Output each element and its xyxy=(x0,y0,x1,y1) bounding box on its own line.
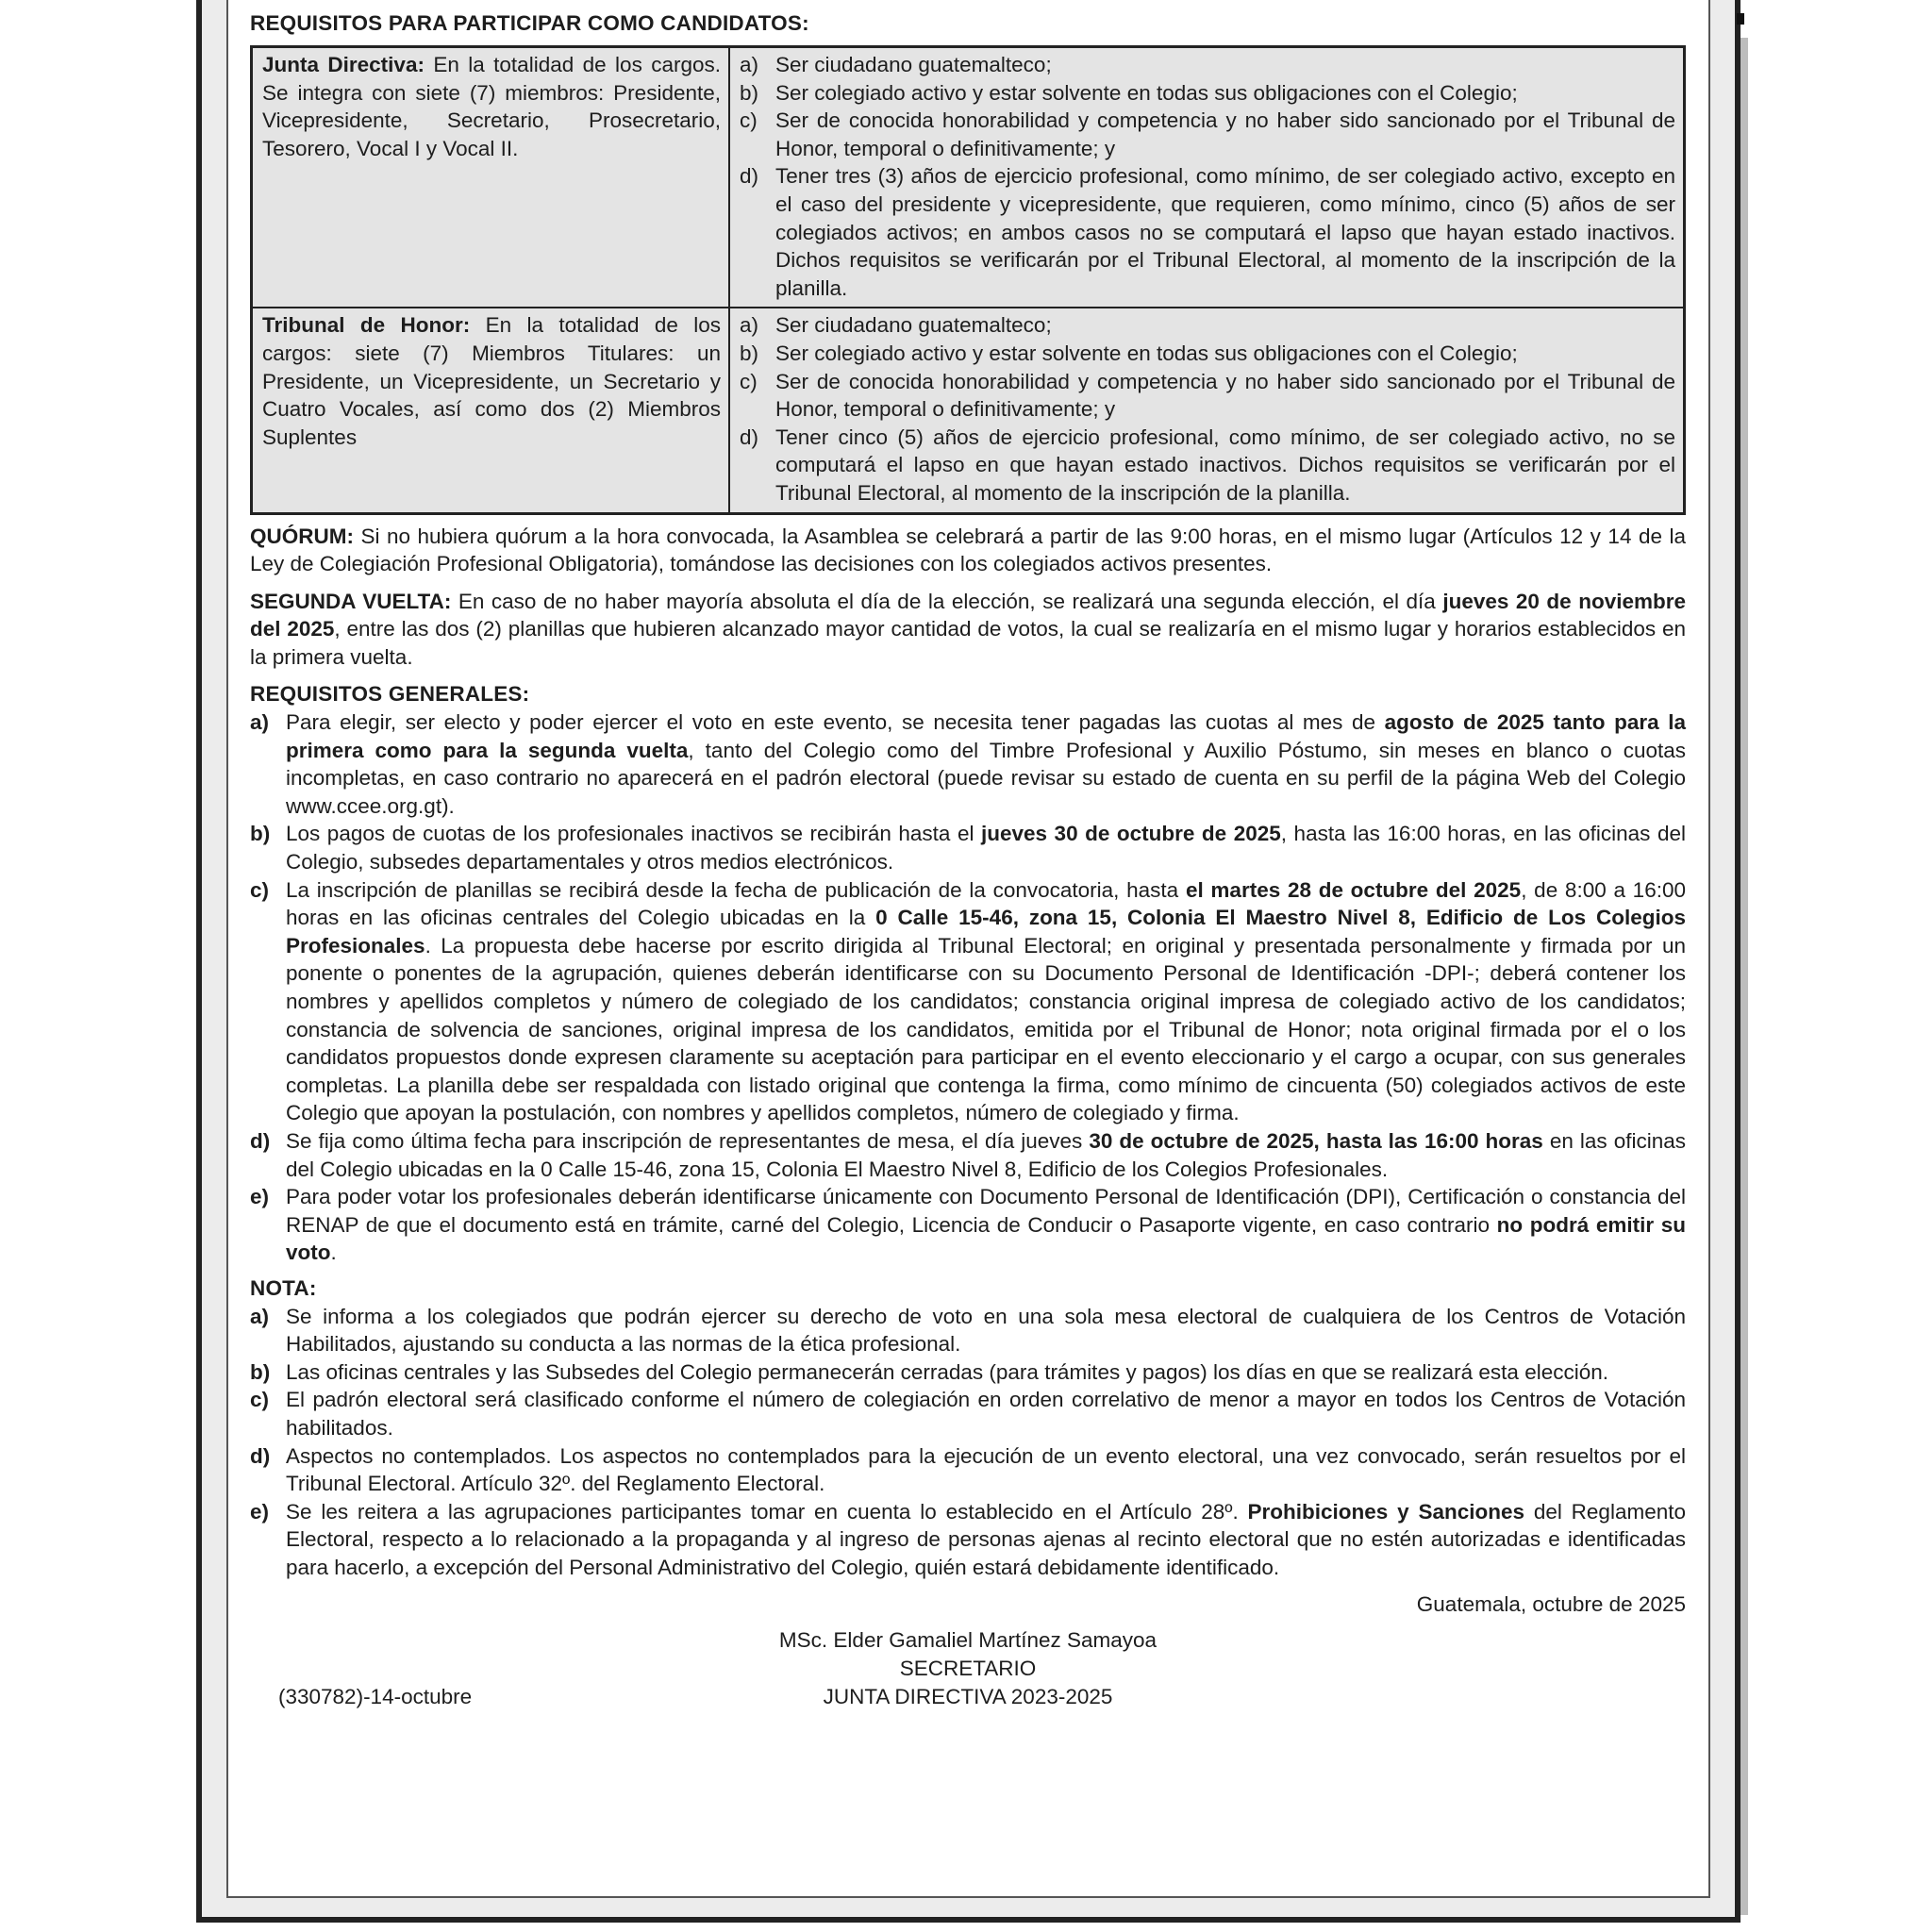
role-text: En la totalidad de los cargos. Se integra con siete (7) miembros: Presidente, Vicepresidente, Secretario, Prosecretario, Tesorero, Vocal I y Vocal II. xyxy=(262,53,721,160)
item-letter: b) xyxy=(740,341,759,365)
item-text-segment: Para poder votar los profesionales deberán identificarse únicamente con Documento Personal de Identificación (DPI), Certificación o constancia del RENAP de que el documento está en trámite, carné del Colegio, Licencia de Conducir o Pasaporte vigente, en caso contrario xyxy=(286,1185,1686,1237)
list-item xyxy=(250,1498,1686,1582)
corner-mark xyxy=(1737,13,1744,25)
list-item xyxy=(740,162,1675,302)
item-letter: c) xyxy=(740,369,758,393)
list-item xyxy=(250,1358,1686,1387)
list-item xyxy=(250,1303,1686,1358)
item-text-segment: del Reglamento Electoral, respecto a lo relacionado a la propaganda y al ingreso de personas ajenas al recinto electoral que no estén autorizadas e identificadas para hacerlo, a excepción del Personal Administrativo del Colegio, quién estará debidamente identificado. xyxy=(286,1499,1686,1579)
item-letter: a) xyxy=(740,313,759,338)
item-text-segment: Para elegir, ser electo y poder ejercer el voto en este evento, se necesita tener pagadas las cuotas al mes de xyxy=(286,710,1385,735)
role-cell-tribunal xyxy=(252,308,730,513)
signer-org: JUNTA DIRECTIVA 2023-2025 xyxy=(823,1685,1113,1709)
role-title: Tribunal de Honor: xyxy=(262,313,471,338)
role-title: Junta Directiva: xyxy=(262,53,425,76)
nota-list xyxy=(250,1303,1686,1582)
item-text xyxy=(286,1183,1686,1267)
item-text-segment: en las oficinas del Colegio ubicadas en la 0 Calle 15-46, zona 15, Colonia El Maestro Nivel 8, Edificio de los Colegios Profesionales. xyxy=(286,1128,1686,1181)
role-cell-junta xyxy=(252,47,730,308)
list-item xyxy=(740,51,1675,79)
list-item xyxy=(250,820,1686,875)
item-text-bold: 30 de octubre de 2025, hasta las 16:00 horas xyxy=(1089,1128,1543,1153)
item-text: Ser ciudadano guatemalteco; xyxy=(775,53,1052,76)
quorum-label: QUÓRUM: xyxy=(250,524,354,548)
item-text-bold: el martes 28 de octubre del 2025 xyxy=(1185,877,1522,902)
item-text-bold: jueves 30 de octubre de 2025 xyxy=(980,822,1281,846)
signer-name: MSc. Elder Gamaliel Martínez Samayoa xyxy=(778,1628,1158,1653)
item-letter: c) xyxy=(740,108,758,133)
segunda-vuelta-text-end: , entre las dos (2) planillas que hubieren alcanzado mayor cantidad de votos, la cual se realizaría en el mismo lugar y horarios establecidos en la primera vuelta. xyxy=(250,617,1686,669)
item-text xyxy=(286,1442,1686,1498)
list-item xyxy=(250,876,1686,1127)
list-item xyxy=(740,340,1675,368)
signer-role: SECRETARIO xyxy=(899,1657,1037,1681)
general-requirements-list xyxy=(250,708,1686,1267)
item-text xyxy=(286,876,1686,1127)
item-text-segment: Se les reitera a las agrupaciones participantes tomar en cuenta lo establecido en el Artículo 28º. xyxy=(286,1499,1248,1524)
notice-content xyxy=(250,9,1686,1711)
item-text-segment: , de 8:00 a 16:00 horas en las oficinas centrales del Colegio ubicadas en la xyxy=(286,877,1686,930)
item-text-bold: agosto de 2025 tanto para la primera como para la segunda vuelta xyxy=(286,710,1686,762)
item-letter: b) xyxy=(250,822,271,846)
item-text xyxy=(286,1386,1686,1441)
item-letter: c) xyxy=(250,877,270,902)
item-text-segment: Aspectos no contemplados. Los aspectos no contemplados para la ejecución de un evento electoral, una vez convocado, serán resueltos por el Tribunal Electoral. Artículo 32º. del Reglamento Electoral. xyxy=(286,1443,1686,1496)
list-item xyxy=(740,424,1675,508)
segunda-vuelta-text: En caso de no haber mayoría absoluta el día de la elección, se realizará una segunda elección, el día xyxy=(451,589,1443,613)
list-item xyxy=(250,1127,1686,1183)
item-text xyxy=(286,1358,1686,1387)
place-date: Guatemala, octubre de 2025 xyxy=(1416,1592,1686,1617)
item-text: Ser colegiado activo y estar solvente en todas sus obligaciones con el Colegio; xyxy=(775,341,1518,365)
item-letter: a) xyxy=(250,710,270,735)
segunda-vuelta-paragraph xyxy=(250,588,1686,672)
item-text-segment: . La propuesta debe hacerse por escrito dirigida al Tribunal Electoral; en original y presentada personalmente y firmada por un ponente o ponentes de la agrupación, quienes deberán identificarse con su Documento Personal de Identificación -DPI-; deberá contener los nombres y apellidos completos y número de colegiado de los candidatos; constancia original impresa de colegiado activo de los candidatos; constancia de solvencia de sanciones, original impresa de los candidatos, emitida por el Tribunal de Honor; nota original firmada por el o los candidatos propuestos donde expresen claramente su aceptación para participar en el evento eleccionario y el cargo a ocupar, con sus generales completas. La planilla debe ser respaldada con listado original que contenga la firma, como mínimo de cincuenta (50) colegiados activos de este Colegio que apoyan la postulación, con nombres y apellidos completos, número de colegiado y firma. xyxy=(286,933,1686,1125)
item-letter: a) xyxy=(250,1304,270,1328)
item-text-segment: Se fija como última fecha para inscripción de representantes de mesa, el día jueves xyxy=(286,1128,1090,1153)
nota-title: NOTA: xyxy=(250,1275,317,1300)
item-text-segment: Se informa a los colegiados que podrán ejercer su derecho de voto en una sola mesa electoral de cualquiera de los Centros de Votación Habilitados, ajustando su conducta a las normas de la ética profesional. xyxy=(286,1304,1686,1357)
quorum-text: Si no hubiera quórum a la hora convocada, la Asamblea se celebrará a partir de las 9:00 horas, en el mismo lugar (Artículos 12 y 14 de la Ley de Colegiación Profesional Obligatoria), tomándose las decisiones con los colegiados activos presentes. xyxy=(250,524,1686,576)
candidates-table xyxy=(250,45,1686,515)
list-item xyxy=(250,708,1686,820)
item-text: Tener tres (3) años de ejercicio profesional, como mínimo, de ser colegiado activo, excepto en el caso del presidente y vicepresidente, que requieren, como mínimo, cinco (5) años de ser colegiados activos; en ambos casos no se computará el lapso que hayan estado inactivos. Dichos requisitos se verificarán por el Tribunal Electoral, al momento de la inscripción de la planilla. xyxy=(775,164,1675,300)
item-letter: d) xyxy=(740,164,759,189)
item-text-segment: Los pagos de cuotas de los profesionales inactivos se recibirán hasta el xyxy=(286,822,981,846)
item-letter: d) xyxy=(740,425,759,449)
list-item xyxy=(740,79,1675,108)
item-text xyxy=(286,708,1686,820)
frame-shadow xyxy=(1740,38,1748,1915)
item-text-segment: El padrón electoral será clasificado conforme el número de colegiación en orden correlativo de menor a mayor en todos los Centros de Votación habilitados. xyxy=(286,1388,1686,1440)
segunda-vuelta-date: jueves 20 de noviembre del 2025 xyxy=(250,589,1686,641)
candidates-title: REQUISITOS PARA PARTICIPAR COMO CANDIDATOS: xyxy=(250,11,809,35)
item-text xyxy=(286,1127,1686,1183)
item-text-bold: Prohibiciones y Sanciones xyxy=(1247,1499,1525,1524)
item-text: Ser de conocida honorabilidad y competencia y no haber sido sancionado por el Tribunal de Honor, temporal o definitivamente; y xyxy=(775,369,1675,422)
item-letter: d) xyxy=(250,1128,271,1153)
item-text-segment: . xyxy=(330,1241,337,1265)
item-letter: e) xyxy=(250,1499,270,1524)
requirements-cell-tribunal xyxy=(729,308,1685,513)
item-text-segment: La inscripción de planillas se recibirá desde la fecha de publicación de la convocatoria, hasta xyxy=(286,877,1186,902)
item-text xyxy=(286,1498,1686,1582)
item-text-bold: no podrá emitir su voto xyxy=(286,1212,1686,1265)
item-text: Tener cinco (5) años de ejercicio profesional, como mínimo, de ser colegiado activo, no se computará el lapso en que hayan estado inactivos. Dichos requisitos se verificarán por el Tribunal Electoral, al momento de la inscripción de la planilla. xyxy=(775,425,1675,505)
item-text xyxy=(286,820,1686,875)
item-text-segment: Las oficinas centrales y las Subsedes del Colegio permanecerán cerradas (para trámites y pagos) los días en que se realizará esta elección. xyxy=(286,1359,1608,1384)
list-item xyxy=(250,1442,1686,1498)
item-letter: a) xyxy=(740,53,759,76)
table-row xyxy=(252,47,1685,308)
list-item xyxy=(250,1183,1686,1267)
list-item xyxy=(740,368,1675,424)
list-item xyxy=(740,311,1675,340)
quorum-paragraph xyxy=(250,523,1686,578)
role-text: En la totalidad de los cargos: siete (7) Miembros Titulares: un Presidente, un Vicepresidente, un Secretario y Cuatro Vocales, así como dos (2) Miembros Suplentes xyxy=(262,313,721,449)
item-text: Ser colegiado activo y estar solvente en todas sus obligaciones con el Colegio; xyxy=(775,80,1518,105)
signature-block xyxy=(250,1626,1686,1711)
item-text-bold: 0 Calle 15-46, zona 15, Colonia El Maestro Nivel 8, Edificio de Los Colegios Profesionales xyxy=(286,906,1686,958)
item-text-segment: , tanto del Colegio como del Timbre Profesional y Auxilio Póstumo, sin meses en blanco o cuotas incompletas, en caso contrario no aparecerá en el padrón electoral (puede revisar su estado de cuenta en su perfil de la página Web del Colegio www.ccee.org.gt). xyxy=(286,738,1687,818)
item-letter: e) xyxy=(250,1185,270,1209)
item-letter: b) xyxy=(250,1359,271,1384)
item-letter: d) xyxy=(250,1443,271,1468)
item-letter: c) xyxy=(250,1388,270,1412)
item-letter: b) xyxy=(740,80,759,105)
table-row xyxy=(252,308,1685,513)
general-requirements-title: REQUISITOS GENERALES: xyxy=(250,682,530,707)
item-text: Ser ciudadano guatemalteco; xyxy=(775,313,1052,338)
item-text xyxy=(286,1303,1686,1358)
list-item xyxy=(740,107,1675,162)
item-text: Ser de conocida honorabilidad y competencia y no haber sido sancionado por el Tribunal de Honor, temporal o definitivamente; y xyxy=(775,108,1675,160)
item-text-segment: , hasta las 16:00 horas, en las oficinas del Colegio, subsedes departamentales y otros medios electrónicos. xyxy=(286,822,1686,874)
list-item xyxy=(250,1386,1686,1441)
publication-code: (330782)-14-octubre xyxy=(278,1685,473,1709)
segunda-vuelta-label: SEGUNDA VUELTA: xyxy=(250,589,452,613)
requirements-cell-junta xyxy=(729,47,1685,308)
